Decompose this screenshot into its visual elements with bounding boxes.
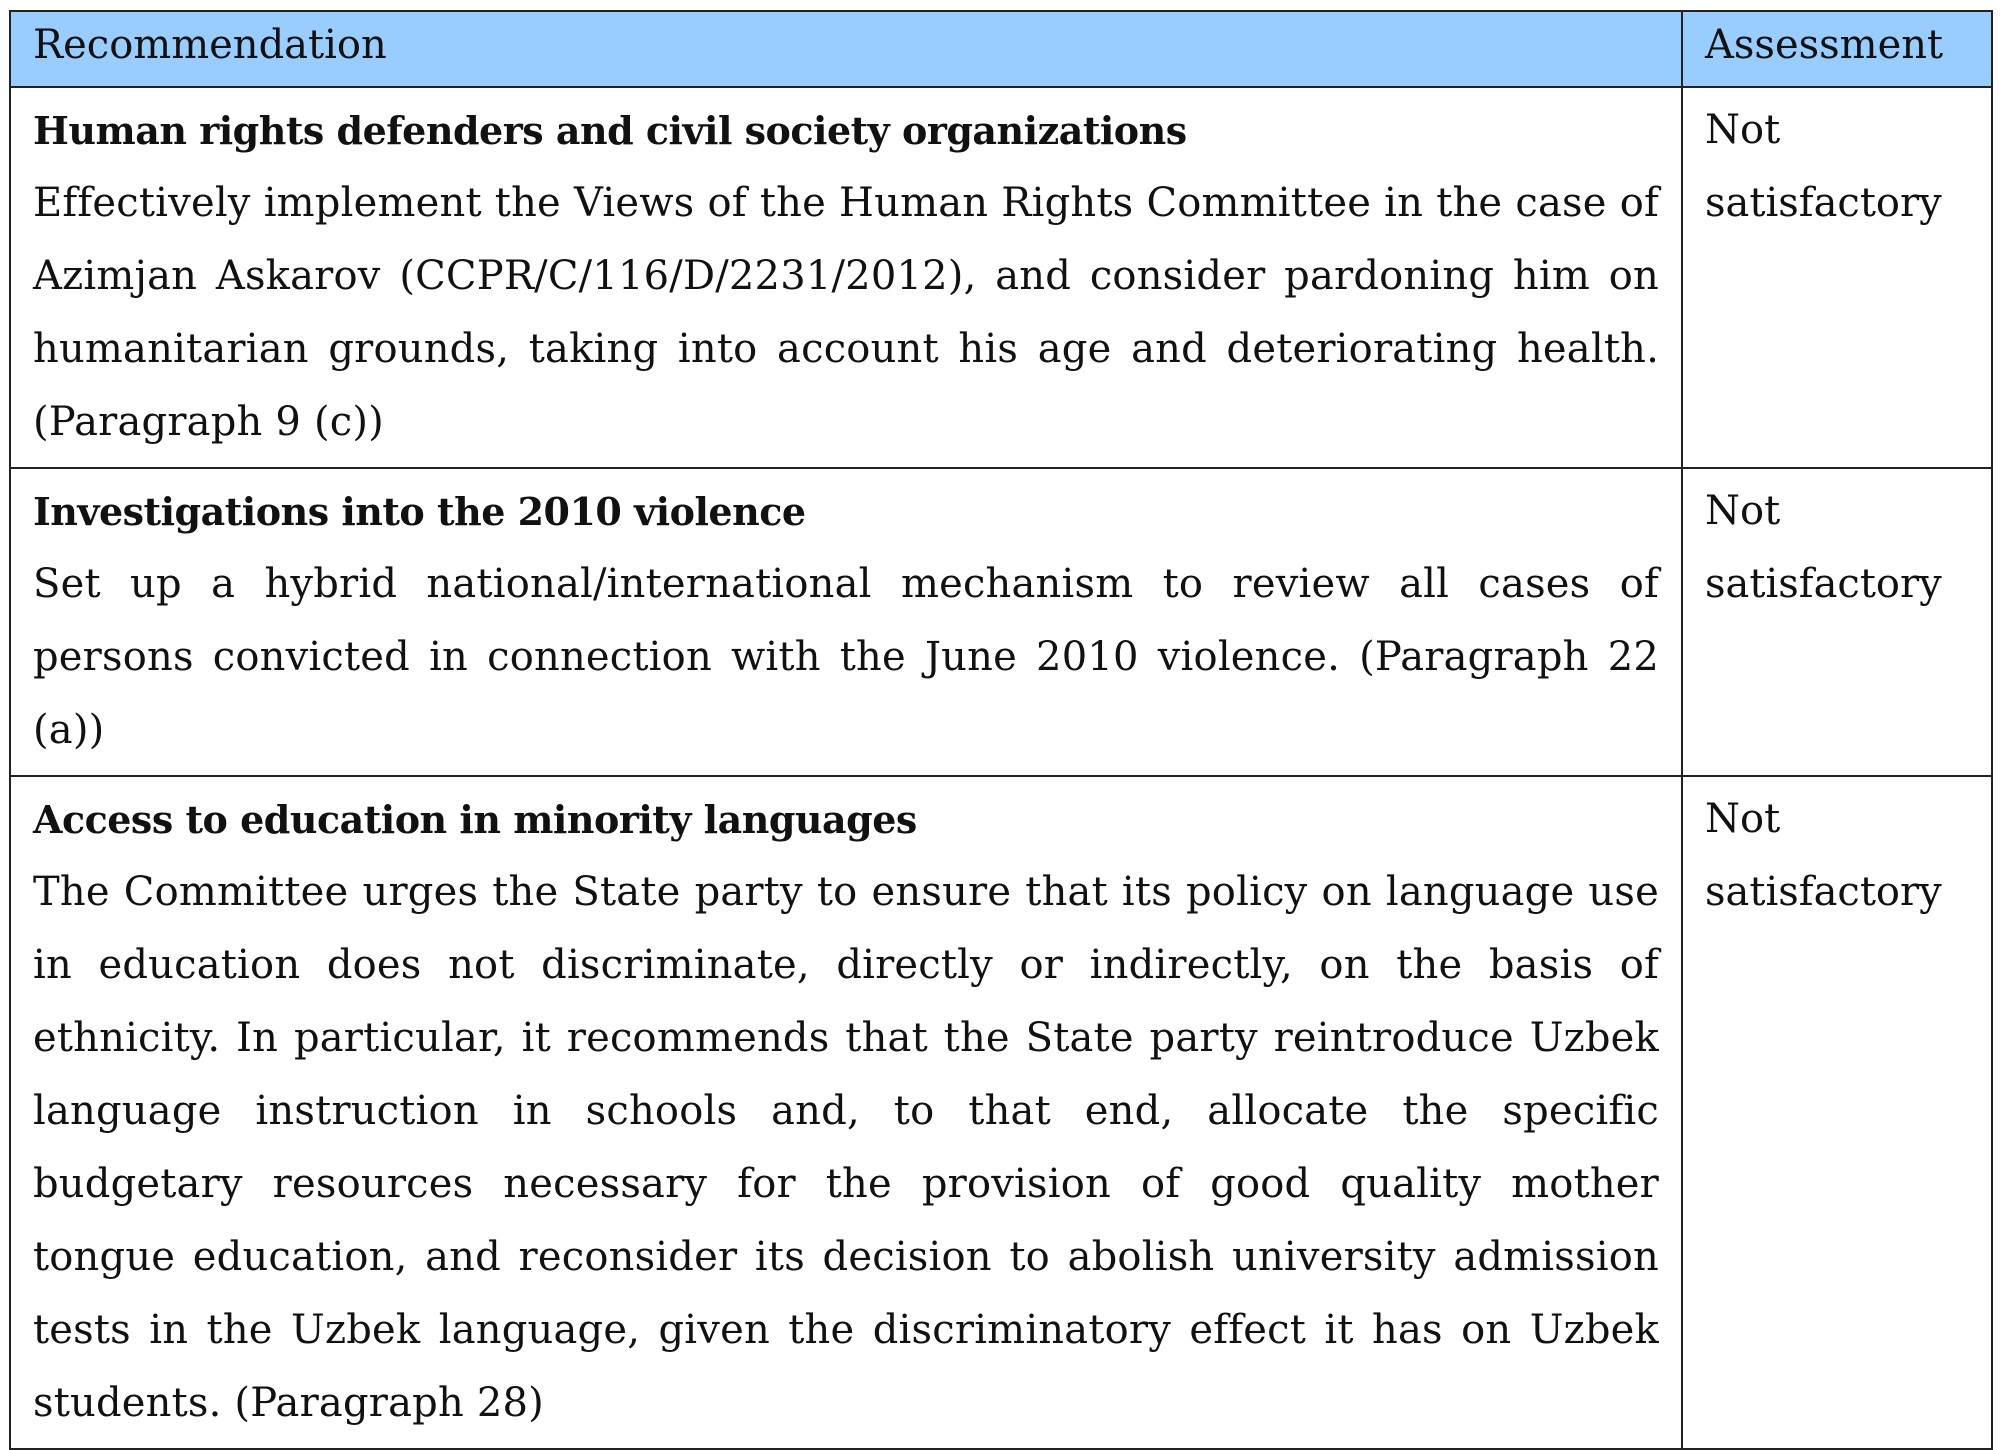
recommendation-cell <box>11 777 1683 1448</box>
recommendation-title: Access to education in minority languages <box>33 797 917 842</box>
table-header-row <box>11 12 1991 86</box>
assessment-column-header: Assessment <box>1705 22 1944 68</box>
assessment-cell <box>1683 469 1991 775</box>
assessment-value: Not satisfactory <box>1705 488 1942 607</box>
recommendation-cell <box>11 469 1683 775</box>
recommendations-table <box>9 10 1993 1450</box>
recommendation-column-header: Recommendation <box>11 12 1683 86</box>
recommendation-cell <box>11 88 1683 467</box>
assessment-value: Not satisfactory <box>1705 796 1942 915</box>
recommendation-title: Human rights defenders and civil society organizations <box>33 108 1187 153</box>
table-row <box>11 467 1991 775</box>
recommendation-title: Investigations into the 2010 violence <box>33 489 806 534</box>
recommendation-text: Set up a hybrid national/international mechanism to review all cases of persons convicted in connection with the June 2010 violence. (Paragraph 22 (a)) <box>33 561 1659 753</box>
assessment-cell <box>1683 777 1991 1448</box>
recommendation-text: Effectively implement the Views of the Human Rights Committee in the case of Azimjan Askarov (CCPR/C/116/D/2231/2012), and consider pardoning him on humanitarian grounds, taking into account his age and deteriorating health. (Paragraph 9 (c)) <box>33 180 1659 445</box>
assessment-value: Not satisfactory <box>1705 107 1942 226</box>
table-row <box>11 86 1991 467</box>
table-row <box>11 775 1991 1448</box>
assessment-cell <box>1683 88 1991 467</box>
recommendation-text: The Committee urges the State party to ensure that its policy on language use in education does not discriminate, directly or indirectly, on the basis of ethnicity. In particular, it recommends that the State party reintroduce Uzbek language instruction in schools and, to that end, allocate the specific budgetary resources necessary for the provision of good quality mother tongue education, and reconsider its decision to abolish university admission tests in the Uzbek language, given the discriminatory effect it has on Uzbek students. (Paragraph 28) <box>33 869 1659 1426</box>
